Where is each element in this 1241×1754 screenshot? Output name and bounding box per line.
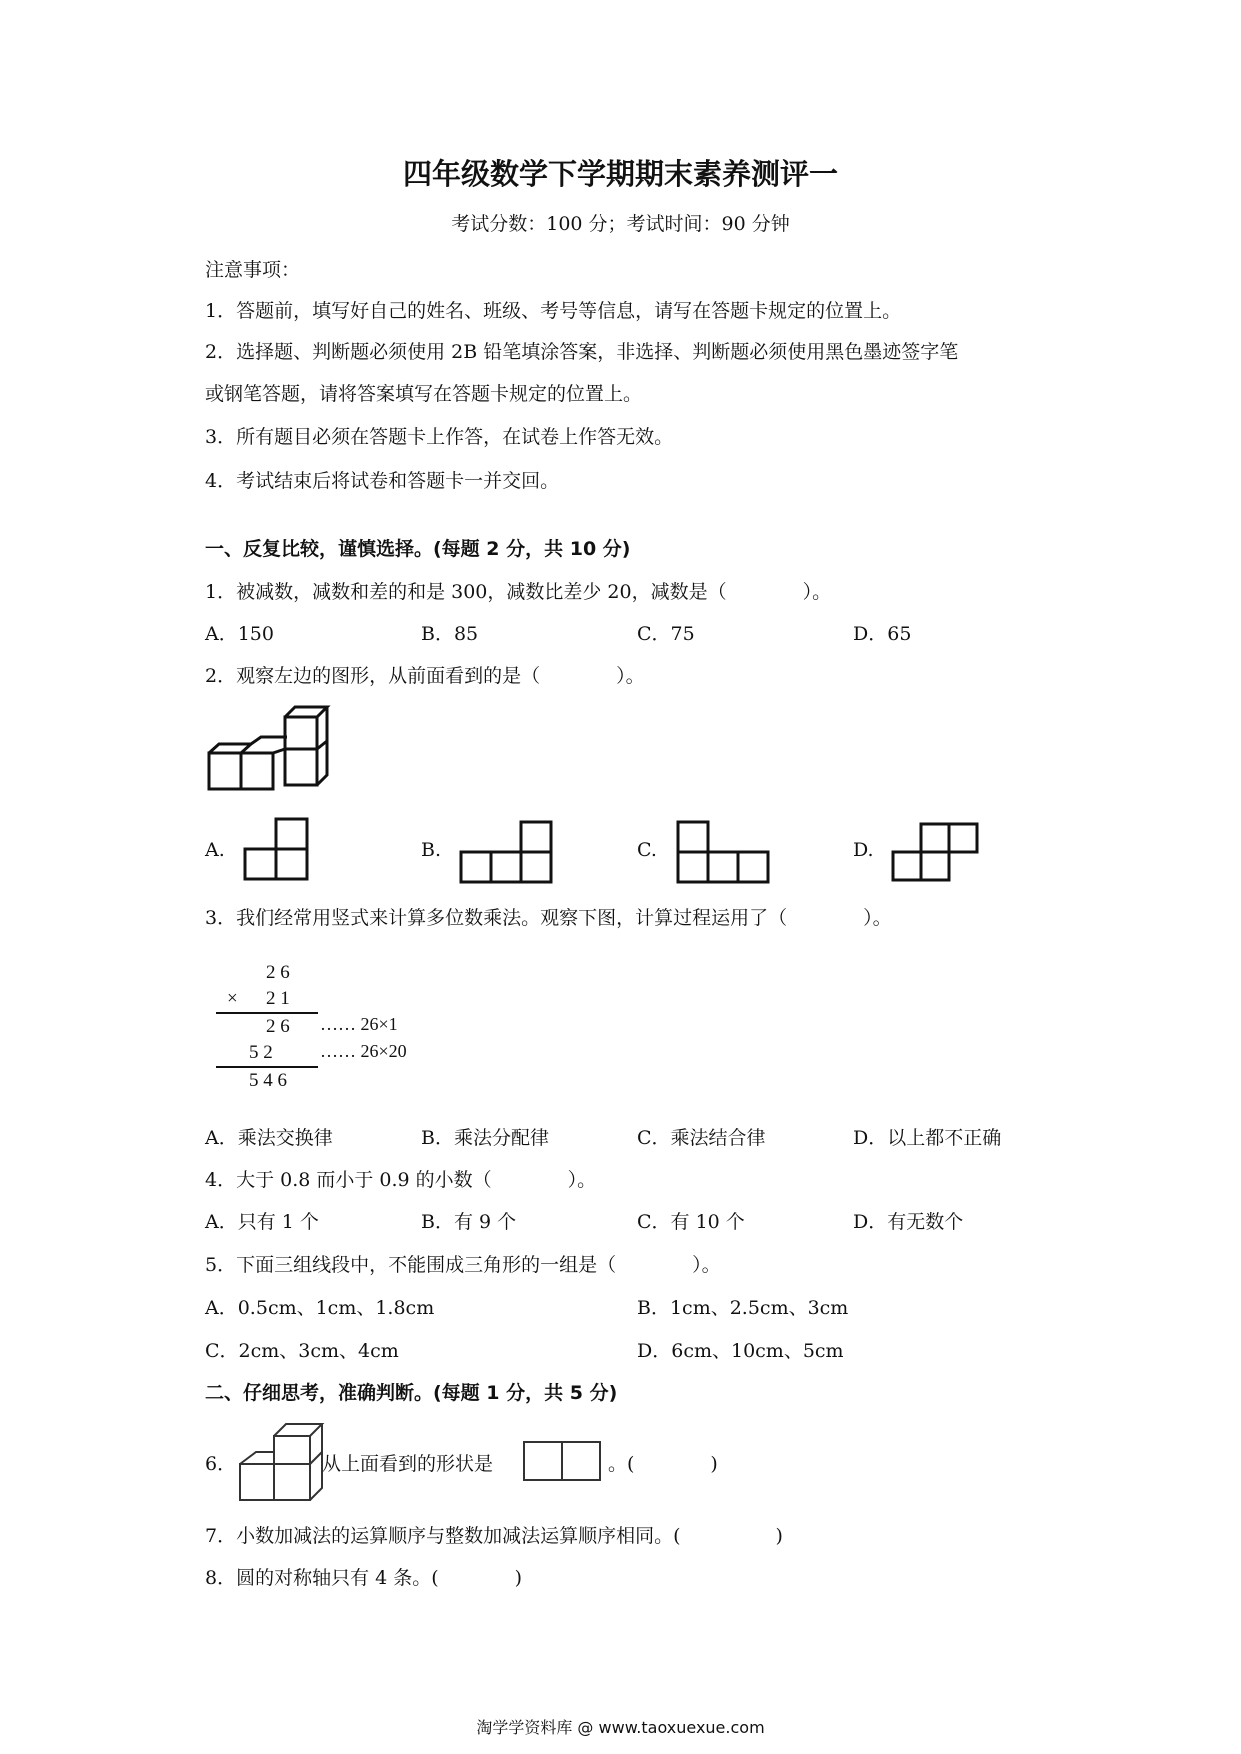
q4-option-a[interactable]: A．只有 1 个 <box>205 1211 319 1233</box>
q6-top-view-figure <box>522 1440 604 1482</box>
question-1: 1．被减数，减数和差的和是 300，减数比差少 20，减数是（ ）。 <box>205 581 832 603</box>
q2-option-d-figure <box>890 820 990 884</box>
question-3: 3．我们经常用竖式来计算多位数乘法。观察下图，计算过程运用了（ ）。 <box>205 907 892 929</box>
calc-note-1: …… 26×1 <box>320 1014 398 1034</box>
q2-option-b[interactable]: B. <box>421 839 442 861</box>
q6-cube-figure <box>238 1422 324 1504</box>
q3-option-b[interactable]: B．乘法分配律 <box>421 1127 549 1149</box>
question-2: 2．观察左边的图形，从前面看到的是（ ）。 <box>205 665 645 687</box>
q3-option-a[interactable]: A．乘法交换律 <box>205 1127 333 1149</box>
q2-option-c-figure <box>675 820 775 884</box>
q3-option-d[interactable]: D．以上都不正确 <box>853 1127 1002 1149</box>
question-5: 5．下面三组线段中，不能围成三角形的一组是（ ）。 <box>205 1254 721 1276</box>
calc-partial-1: 2 6 <box>266 1016 290 1037</box>
calc-partial-2: 5 2 <box>249 1042 273 1063</box>
question-7[interactable]: 7．小数加减法的运算顺序与整数加减法运算顺序相同。( ) <box>205 1525 783 1547</box>
note-item: 2．选择题、判断题必须使用 2B 铅笔填涂答案，非选择、判断题必须使用黑色墨迹签字笔 <box>205 341 959 363</box>
calc-line <box>216 1066 318 1068</box>
q2-option-a[interactable]: A. <box>205 839 225 861</box>
footer-watermark: 淘学学资料库 @ www.taoxuexue.com <box>476 1718 765 1737</box>
section-heading: 二、仔细思考，准确判断。(每题 1 分，共 5 分) <box>205 1382 618 1404</box>
calc-multiplicand: 2 6 <box>266 962 290 983</box>
question-6-number: 6． <box>205 1453 237 1475</box>
page-title: 四年级数学下学期期末素养测评一 <box>402 157 838 191</box>
calc-note-2: …… 26×20 <box>320 1041 407 1061</box>
question-8[interactable]: 8．圆的对称轴只有 4 条。( ) <box>205 1567 523 1589</box>
q4-option-b[interactable]: B．有 9 个 <box>421 1211 517 1233</box>
calc-times-sign: × <box>227 988 238 1009</box>
q5-option-b[interactable]: B．1cm、2.5cm、3cm <box>637 1297 849 1319</box>
note-item: 或钢笔答题，请将答案填写在答题卡规定的位置上。 <box>205 383 643 405</box>
q1-option-c[interactable]: C．75 <box>637 623 695 645</box>
q2-option-a-figure <box>242 816 312 882</box>
q5-option-c[interactable]: C．2cm、3cm、4cm <box>205 1340 399 1362</box>
section-heading: 一、反复比较，谨慎选择。(每题 2 分，共 10 分) <box>205 538 631 560</box>
q2-cube-figure <box>205 705 335 797</box>
q2-option-d[interactable]: D. <box>853 839 874 861</box>
q5-option-d[interactable]: D．6cm、10cm、5cm <box>637 1340 844 1362</box>
q4-option-c[interactable]: C．有 10 个 <box>637 1211 745 1233</box>
notes-heading: 注意事项： <box>205 259 301 281</box>
q4-option-d[interactable]: D．有无数个 <box>853 1211 964 1233</box>
calc-line <box>216 1012 318 1014</box>
exam-info: 考试分数：100 分；考试时间：90 分钟 <box>451 213 790 235</box>
q2-option-c[interactable]: C. <box>637 839 657 861</box>
q5-option-a[interactable]: A．0.5cm、1cm、1.8cm <box>205 1297 435 1319</box>
q1-option-b[interactable]: B．85 <box>421 623 479 645</box>
calc-result: 5 4 6 <box>249 1070 287 1091</box>
q1-option-d[interactable]: D．65 <box>853 623 912 645</box>
calc-multiplier: 2 1 <box>266 988 290 1009</box>
question-4: 4．大于 0.8 而小于 0.9 的小数（ ）。 <box>205 1169 597 1191</box>
note-item: 1．答题前，填写好自己的姓名、班级、考号等信息，请写在答题卡规定的位置上。 <box>205 300 902 322</box>
note-item: 3．所有题目必须在答题卡上作答，在试卷上作答无效。 <box>205 426 674 448</box>
question-6-answer[interactable]: 。( ) <box>608 1453 718 1475</box>
note-item: 4．考试结束后将试卷和答题卡一并交回。 <box>205 470 560 492</box>
question-6: 从上面看到的形状是 <box>322 1453 494 1475</box>
q2-option-b-figure <box>458 820 558 884</box>
q3-option-c[interactable]: C．乘法结合律 <box>637 1127 766 1149</box>
q1-option-a[interactable]: A．150 <box>205 623 274 645</box>
